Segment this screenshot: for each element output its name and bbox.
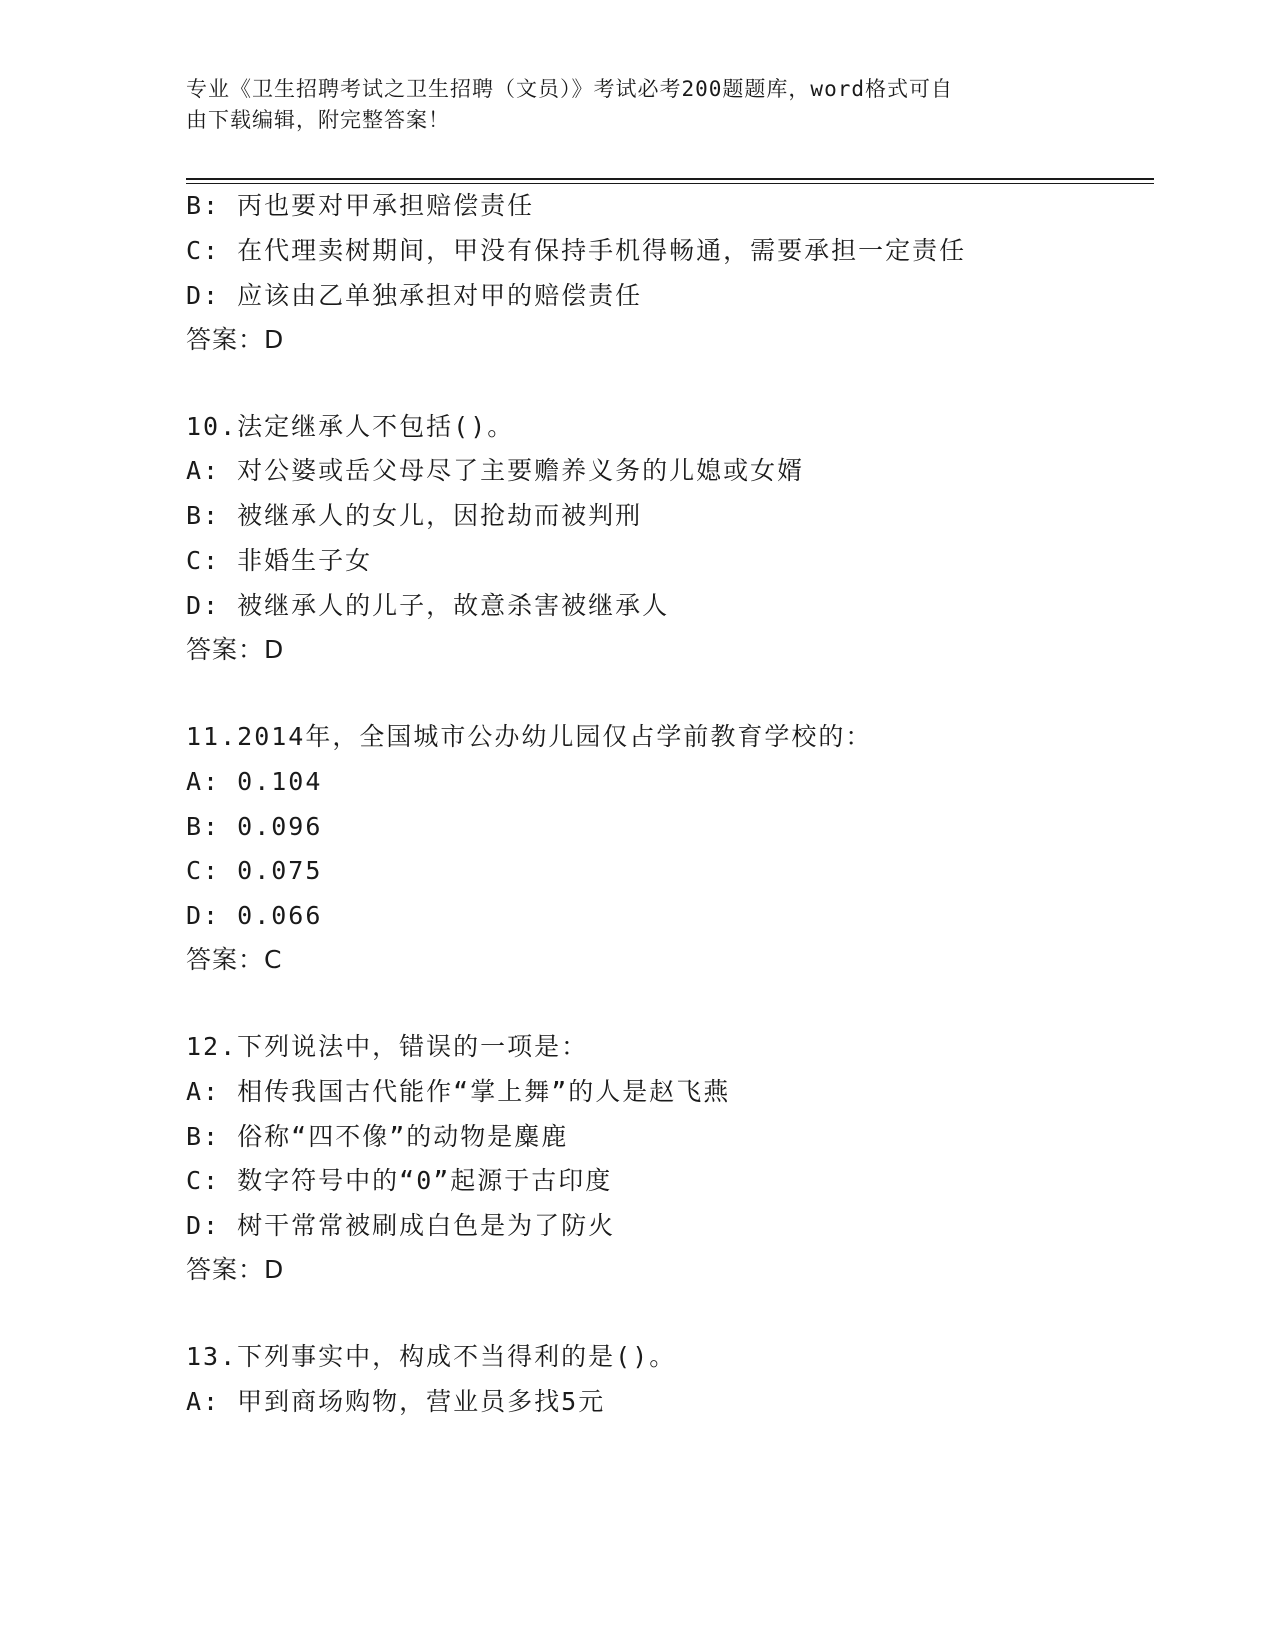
header-line-2: 由下载编辑，附完整答案！ (186, 108, 450, 132)
q10-option-c: C: 非婚生子女 (186, 546, 373, 575)
q9-answer: 答案：D (186, 325, 285, 354)
q11-answer: 答案：C (186, 945, 283, 974)
q12-answer: 答案：D (186, 1255, 285, 1284)
q11-option-a: A: 0.104 (186, 767, 323, 796)
q11-option-c: C: 0.075 (186, 856, 323, 885)
q10-answer: 答案：D (186, 635, 285, 664)
header-divider (186, 178, 1154, 180)
q12-option-a: A: 相传我国古代能作“掌上舞”的人是赵飞燕 (186, 1077, 731, 1106)
q11-stem: 11.2014年，全国城市公办幼儿园仅占学前教育学校的： (186, 722, 873, 751)
q13-option-a: A: 甲到商场购物，营业员多找5元 (186, 1387, 606, 1416)
q10-option-b: B: 被继承人的女儿，因抢劫而被判刑 (186, 501, 643, 530)
q12-option-d: D: 树干常常被刷成白色是为了防火 (186, 1211, 616, 1240)
q10-option-d: D: 被继承人的儿子，故意杀害被继承人 (186, 591, 670, 620)
q10-stem: 10.法定继承人不包括()。 (186, 412, 515, 441)
q12-option-b: B: 俗称“四不像”的动物是麋鹿 (186, 1122, 569, 1151)
q9-option-c: C: 在代理卖树期间，甲没有保持手机得畅通，需要承担一定责任 (186, 236, 967, 265)
header-line-1: 专业《卫生招聘考试之卫生招聘（文员）》考试必考200题题库，word格式可自 (186, 77, 953, 101)
q9-option-d: D: 应该由乙单独承担对甲的赔偿责任 (186, 281, 643, 310)
q10-option-a: A: 对公婆或岳父母尽了主要赡养义务的儿媳或女婿 (186, 456, 805, 485)
q11-option-b: B: 0.096 (186, 812, 323, 841)
q11-option-d: D: 0.066 (186, 901, 323, 930)
header-divider-thin (186, 183, 1154, 184)
q12-stem: 12.下列说法中，错误的一项是： (186, 1032, 589, 1061)
q13-stem: 13.下列事实中，构成不当得利的是()。 (186, 1342, 677, 1371)
q12-option-c: C: 数字符号中的“0”起源于古印度 (186, 1166, 613, 1195)
q9-option-b: B: 丙也要对甲承担赔偿责任 (186, 191, 535, 220)
document-header (186, 74, 1086, 136)
